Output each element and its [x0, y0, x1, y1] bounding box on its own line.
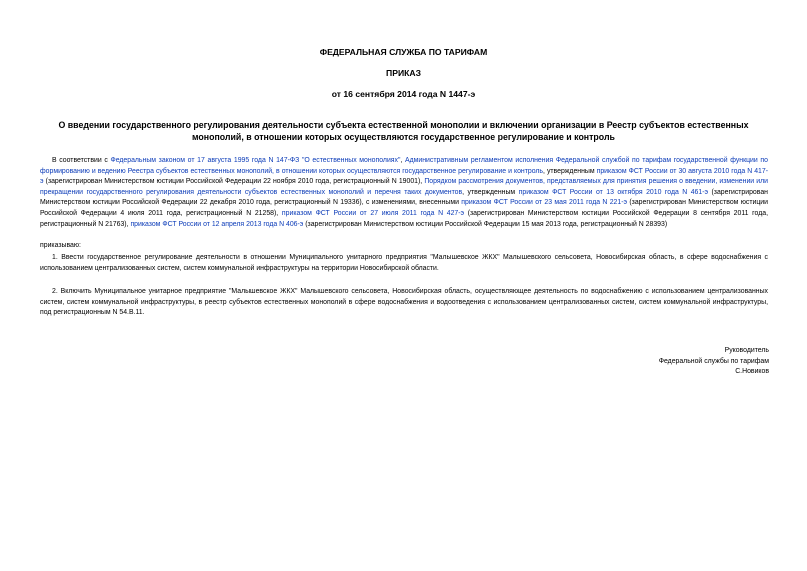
signature-name: С.Новиков	[735, 368, 769, 376]
signature-block	[569, 346, 769, 378]
link-admin-regulation[interactable]: Административным регламентом исполнения Федеральной службой по тарифам государственной функции по формированию и ведению Реестра субъектов естественных монополий, в отношении которых осуществляются государственное регулирование и контроль	[40, 157, 768, 175]
preamble-paragraph	[40, 156, 768, 230]
order-word: приказываю:	[40, 242, 81, 249]
link-order-417[interactable]: приказом ФСТ России от 30 августа 2010 года N 417-э	[40, 167, 769, 186]
order-item-1: 1. Ввести государственное регулирование деятельности в отношении Муниципального унитарного предприятия "Малышевское ЖКХ" Малышевского сельсовета, Новосибирская область, в сфере водоснабжения с использованием централизованных систем, систем коммунальной инфраструктуры на территории Новосибирской области.	[40, 254, 768, 272]
link-order-461[interactable]: приказом ФСТ России от 13 октября 2010 года N 461-э	[518, 188, 709, 196]
preamble-text: (зарегистрирован Министерством юстиции Российской Федерации 4 июля 2011 года, регистрационный N 21258),	[40, 199, 768, 217]
link-procedure-documents[interactable]: Порядком рассмотрения документов, представляемых для принятия решения о введении, изменении или прекращении государственного регулирования деятельности субъектов естественных монополий и перечня таких документов	[40, 178, 768, 196]
preamble-text: , утвержденным	[543, 167, 597, 175]
document-title: О введении государственного регулирования деятельности субъекта естественной монополии и включении организации в Реестр субъектов естественных монополий, в отношении которых осуществляются государственное регулирование и контроль	[58, 120, 749, 142]
signature-org: Федеральной службы по тарифам	[658, 357, 769, 365]
doc-type-heading: ПРИКАЗ	[386, 68, 421, 78]
preamble-text: (зарегистрирован Министерством юстиции Российской Федерации 15 мая 2013 года, регистрационный N 28393)	[303, 220, 668, 228]
preamble-text: (зарегистрирован Министерством юстиции Российской Федерации 8 сентября 2011 года, регистрационный N 21763),	[40, 209, 768, 228]
agency-heading: ФЕДЕРАЛЬНАЯ СЛУЖБА ПО ТАРИФАМ	[319, 47, 488, 57]
link-order-221[interactable]: приказом ФСТ России от 23 мая 2011 года N 221-э	[461, 199, 628, 207]
preamble-text: ,	[400, 157, 406, 164]
preamble-text: (зарегистрирован Министерством юстиции Российской Федерации 22 ноября 2010 года, регистрационный N 19001),	[43, 178, 425, 186]
link-order-406[interactable]: приказом ФСТ России от 12 апреля 2013 года N 406-э	[130, 220, 304, 228]
preamble-text: , утвержденным	[462, 188, 519, 196]
link-order-427[interactable]: приказом ФСТ России от 27 июля 2011 года N 427-э	[281, 209, 465, 217]
preamble-text: В соответствии с	[52, 157, 111, 164]
link-federal-law-147[interactable]: Федеральным законом от 17 августа 1995 года N 147-ФЗ "О естественных монополиях"	[110, 157, 401, 164]
signature-position: Руководитель	[724, 347, 769, 354]
date-number-heading: от 16 сентября 2014 года N 1447-э	[331, 89, 476, 99]
order-item-2: 2. Включить Муниципальное унитарное предприятие "Малышевское ЖКХ" Малышевского сельсовета, Новосибирская область, осуществляющее деятельность по водоснабжению с использованием централизованных систем, систем коммунальной инфраструктуры, в реестр субъектов естественных монополий в сфере водоснабжения и водоотведения с использованием централизованных систем, систем коммунальной инфраструктуры, под регистрационным N 54.В.11.	[40, 288, 768, 317]
preamble-text: (зарегистрирован Министерством юстиции Российской Федерации 22 декабря 2010 года, регистрационный N 19336), с изменениями, внесенными	[40, 188, 768, 207]
